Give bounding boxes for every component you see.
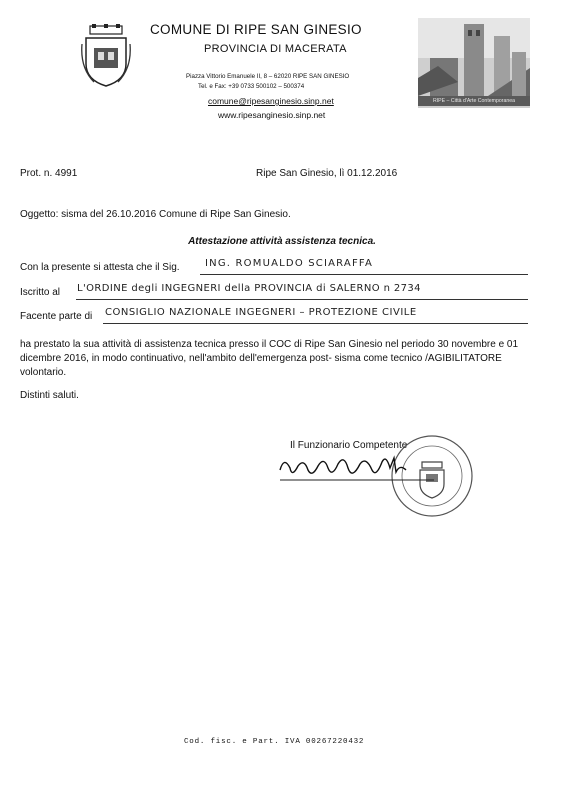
header-website: www.ripesanginesio.sinp.net [218, 110, 326, 120]
tax-code-footer: Cod. fisc. e Part. IVA 00267220432 [184, 738, 365, 746]
attestation-label: Con la presente si attesta che il Sig. [20, 262, 180, 273]
handwritten-membership: CONSIGLIO NAZIONALE INGEGNERI – PROTEZIONE CIVILE [105, 307, 417, 318]
protocol-number: Prot. n. 4991 [20, 168, 78, 179]
place-date: Ripe San Ginesio, lì 01.12.2016 [256, 168, 398, 179]
fill-line [76, 299, 528, 300]
subject-line: Oggetto: sisma del 26.10.2016 Comune di Ripe San Ginesio. [20, 209, 291, 220]
signatory-title: Il Funzionario Competente [290, 440, 408, 451]
header-address: Piazza Vittorio Emanuele II, 8 – 62020 RIPE SAN GINESIO [186, 73, 350, 80]
fill-line [103, 323, 528, 324]
closing-greeting: Distinti saluti. [20, 390, 79, 401]
town-photo [418, 18, 530, 108]
header-tel-fax: Tel. e Fax: +39 0733 500102 – 500374 [198, 83, 305, 90]
membership-label: Facente parte di [20, 311, 93, 322]
body-paragraph: ha prestato la sua attività di assistenza tecnica presso il COC di Ripe San Ginesio nel periodo 30 novembre e 01 dicembre 2016, in modo continuativo, nell'ambito dell'emergenza post- sisma come tecnico /AGIBILITATORE volontario. [20, 339, 519, 378]
document-title: Attestazione attività assistenza tecnica. [188, 236, 376, 247]
header-comune: COMUNE DI RIPE SAN GINESIO [150, 22, 362, 37]
fill-line [200, 274, 528, 275]
municipal-crest-icon [80, 24, 132, 88]
header-provincia: PROVINCIA DI MACERATA [204, 43, 347, 55]
photo-caption: RIPE – Città d'Arte Contemporanea [418, 96, 530, 106]
handwritten-registration: L'ORDINE degli INGEGNERI della PROVINCIA di SALERNO n 2734 [77, 283, 421, 294]
header-email-link[interactable]: comune@ripesanginesio.sinp.net [208, 96, 334, 106]
registration-label: Iscritto al [20, 287, 61, 298]
handwritten-name: ING. ROMUALDO SCIARAFFA [205, 258, 373, 269]
signature-icon [278, 452, 434, 486]
